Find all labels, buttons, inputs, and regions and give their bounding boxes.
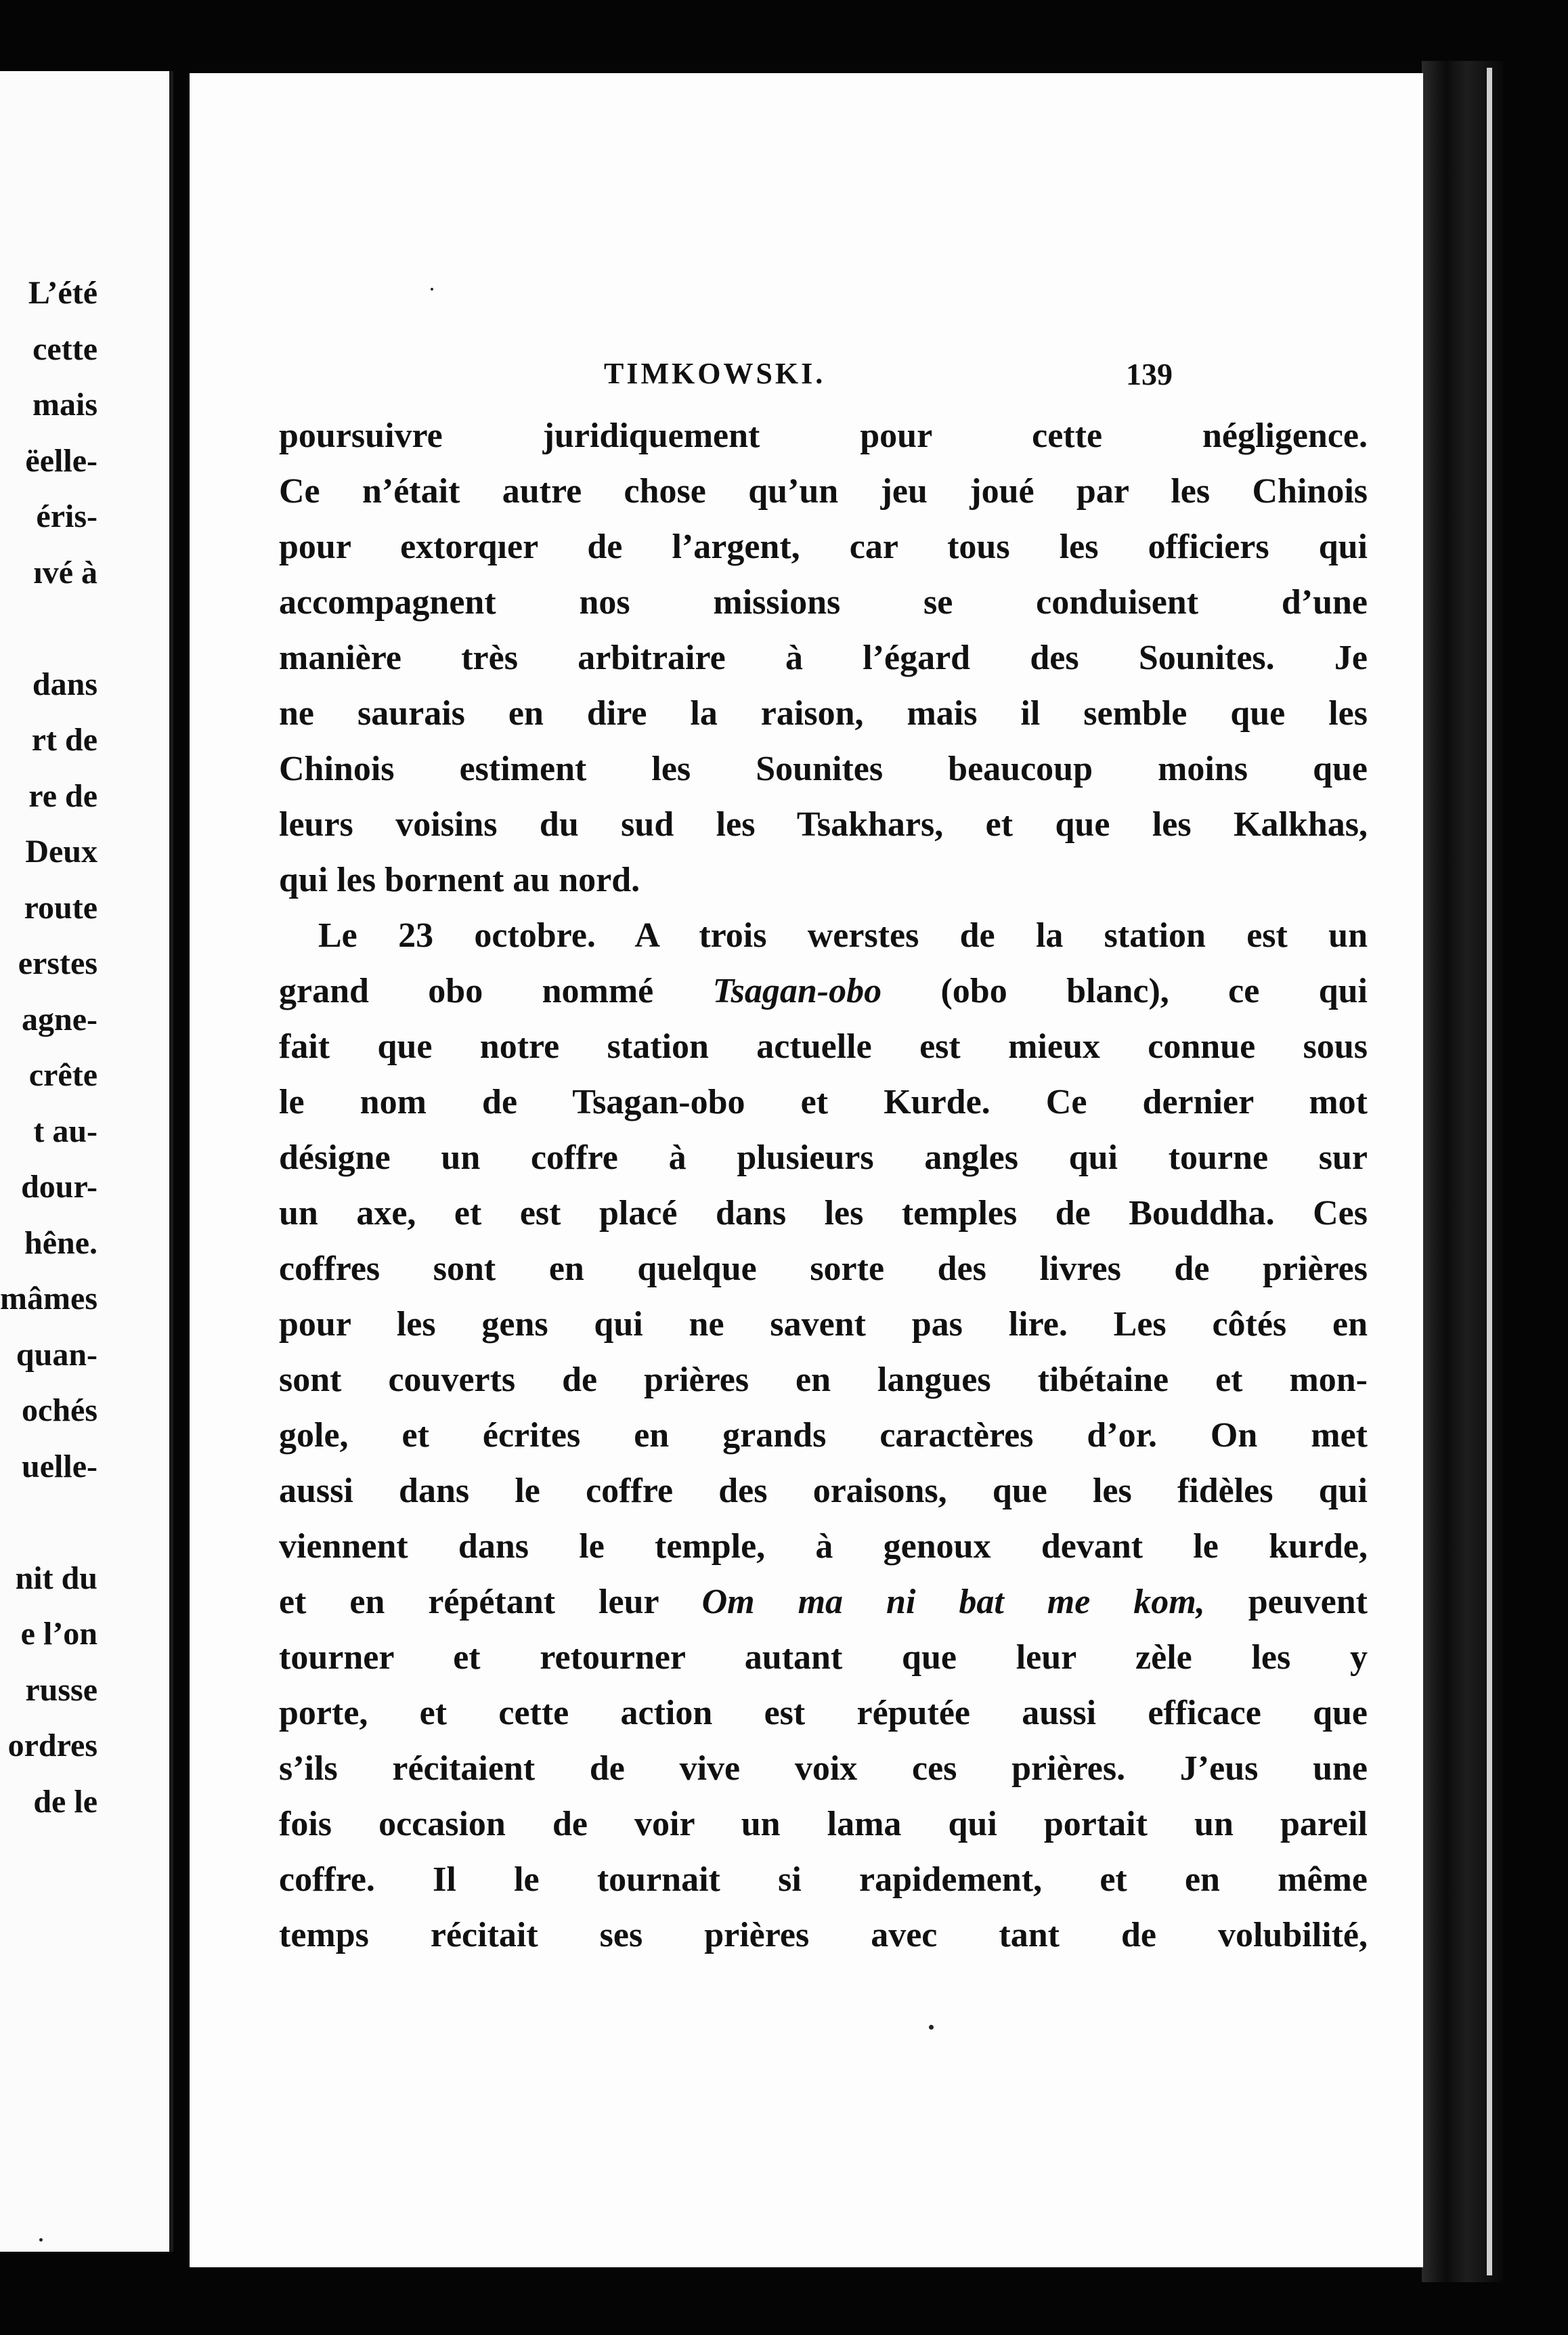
text-segment: ne saurais en dire la raison, mais il semble que les [279, 694, 1368, 733]
text-line [279, 1019, 1368, 1075]
previous-page-line: dour- [21, 1169, 97, 1205]
previous-page-line: de le [33, 1783, 97, 1820]
previous-page-line: rt de [31, 722, 97, 758]
previous-page-line: cette [32, 330, 97, 367]
text-segment: (obo blanc), ce qui [881, 972, 1368, 1010]
text-line [279, 1186, 1368, 1241]
text-segment: accompagnent nos missions se conduisent d’une [279, 583, 1368, 622]
previous-page-line: ëelle- [25, 442, 97, 479]
previous-page-line: mais [32, 387, 97, 423]
previous-page-line: dans [32, 666, 97, 702]
text-segment: Ce n’était autre chose qu’un jeu joué par les Chinois [279, 472, 1368, 511]
text-segment: viennent dans le temple, à genoux devant le kurde, [279, 1527, 1368, 1566]
page-edge-line [1487, 68, 1492, 2275]
ink-speck [39, 2238, 43, 2242]
text-segment: aussi dans le coffre des oraisons, que les fidèles qui [279, 1472, 1368, 1510]
text-line [279, 1908, 1368, 1963]
previous-page-line: mâmes [0, 1281, 97, 1316]
text-segment: et en répétant leur [279, 1583, 702, 1621]
text-line [279, 1852, 1368, 1908]
text-segment: Chinois estiment les Sounites beaucoup moins que [279, 750, 1368, 788]
text-line [279, 1352, 1368, 1408]
previous-page-line: uelle- [22, 1448, 97, 1484]
text-line [279, 797, 1368, 853]
text-segment: pour les gens qui ne savent pas lire. Les côtés en [279, 1305, 1368, 1344]
text-line [279, 1797, 1368, 1852]
text-segment: manière très arbitraire à l’égard des Sounites. Je [279, 639, 1368, 677]
text-line [279, 1408, 1368, 1463]
text-segment: coffre. Il le tournait si rapidement, et en même [279, 1860, 1368, 1899]
text-segment: qui les bornent au nord. [279, 861, 640, 899]
text-line [279, 575, 1368, 630]
previous-page-line: ochés [22, 1392, 97, 1428]
text-line [279, 1686, 1368, 1741]
text-line [279, 1519, 1368, 1574]
text-segment: le nom de Tsagan-obo et Kurde. Ce dernier mot [279, 1083, 1368, 1121]
book-page [190, 73, 1423, 2267]
text-line [279, 853, 1368, 908]
text-line [279, 519, 1368, 575]
text-segment: poursuivre juridiquement pour cette négligence. [279, 416, 1368, 455]
ink-speck [929, 2025, 934, 2030]
text-segment: leurs voisins du sud les Tsakhars, et que les Kalkhas, [279, 805, 1368, 844]
text-line [279, 1463, 1368, 1519]
text-line [279, 1075, 1368, 1130]
previous-page-line: ordres [7, 1728, 97, 1763]
text-segment: pour extorqıer de l’argent, car tous les officiers qui [279, 528, 1368, 566]
previous-page-fragment [0, 71, 173, 2252]
text-segment: désigne un coffre à plusieurs angles qui tourne sur [279, 1138, 1368, 1177]
text-segment: coffres sont en quelque sorte des livres de prières [279, 1249, 1368, 1288]
previous-page-line: nit du [15, 1560, 97, 1596]
italic-text-segment: Om ma ni bat me kom, [701, 1583, 1205, 1621]
text-line [279, 1130, 1368, 1186]
text-segment: s’ils récitaient de vive voix ces prières. J’eus une [279, 1749, 1368, 1788]
text-line [279, 686, 1368, 742]
previous-page-line: ıvé à [33, 554, 97, 591]
ink-speck [431, 288, 433, 291]
text-segment: grand obo nommé [279, 972, 713, 1010]
text-segment: sont couverts de prières en langues tibétaine et mon- [279, 1361, 1368, 1399]
previous-page-line: éris- [36, 498, 97, 534]
text-line [279, 964, 1368, 1019]
page-header [190, 356, 1423, 397]
text-segment: Le 23 octobre. A trois werstes de la station est un [318, 916, 1368, 955]
text-segment: porte, et cette action est réputée aussi efficace que [279, 1694, 1368, 1732]
previous-page-line: route [24, 889, 97, 926]
italic-text-segment: Tsagan-obo [712, 972, 882, 1010]
text-line [279, 630, 1368, 686]
previous-page-line: russe [25, 1671, 97, 1708]
text-segment: fait que notre station actuelle est mieux connue sous [279, 1027, 1368, 1066]
text-segment: fois occasion de voir un lama qui portait un pareil [279, 1805, 1368, 1843]
text-segment: tourner et retourner autant que leur zèle les y [279, 1638, 1368, 1677]
text-segment: un axe, et est placé dans les temples de Bouddha. Ces [279, 1194, 1368, 1233]
text-segment: temps récitait ses prières avec tant de volubilité, [279, 1916, 1368, 1954]
page-number: 139 [1126, 357, 1173, 391]
text-line [279, 1741, 1368, 1797]
text-line [279, 1241, 1368, 1297]
previous-page-line: Deux [25, 834, 97, 870]
text-line [279, 408, 1368, 464]
body-text [279, 408, 1368, 1963]
previous-page-line: agne- [22, 1001, 97, 1037]
previous-page-line: t au- [33, 1113, 97, 1149]
previous-page-line: L’été [28, 275, 97, 311]
text-line [279, 1574, 1368, 1630]
text-line [279, 464, 1368, 519]
previous-page-line: erstes [18, 945, 97, 981]
previous-page-line: e l’on [20, 1616, 97, 1652]
previous-page-line: quan- [16, 1336, 97, 1373]
running-head: TIMKOWSKI. [604, 357, 826, 390]
previous-page-line: re de [28, 777, 97, 814]
previous-page-line: crête [28, 1057, 97, 1093]
previous-page-line: hêne. [24, 1224, 97, 1261]
text-line [279, 742, 1368, 797]
text-line [279, 1630, 1368, 1686]
text-segment: gole, et écrites en grands caractères d’or. On met [279, 1416, 1368, 1455]
text-line [279, 1297, 1368, 1352]
text-line [279, 908, 1368, 964]
text-segment: peuvent [1204, 1583, 1368, 1621]
